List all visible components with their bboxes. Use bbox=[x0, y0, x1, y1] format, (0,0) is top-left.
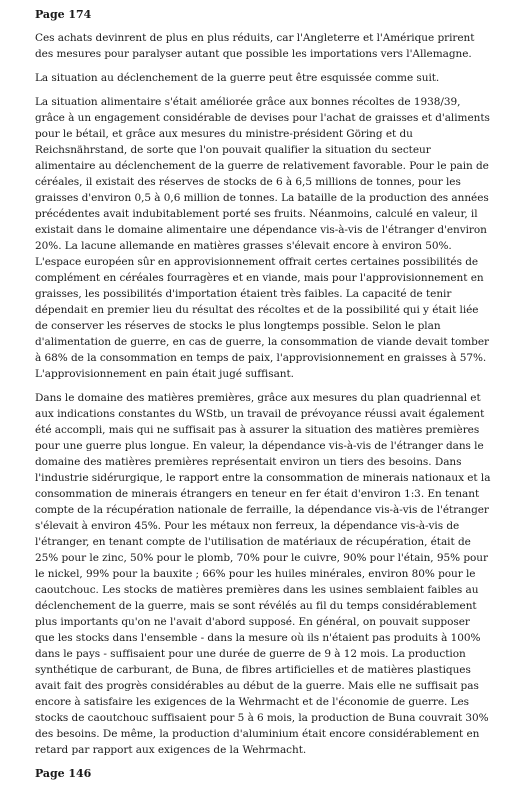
paragraph-raw-materials: Dans le domaine des matières premières, grâce aux mesures du plan quadriennal et aux indications constantes du WStb, un travail de prévoyance réussi avait également été accompli, mais qui ne suffisait pas à assurer la situation des matières premières pour une guerre plus longue. En valeur, la dépendance vis-à-vis de l'étranger dans le domaine des matières premières représentait environ un tiers des besoins. Dans l'industrie sidérurgique, le rapport entre la consommation de minerais nationaux et la consommation de minerais étrangers en teneur en fer était d'environ 1:3. En tenant compte de la récupération nationale de ferraille, la dépendance vis-à-vis de l'étranger s'élevait à environ 45%. Pour les métaux non ferreux, la dépendance vis-à-vis de l'étranger, en tenant compte de l'utilisation de matériaux de récupération, était de 25% pour le zinc, 50% pour le plomb, 70% pour le cuivre, 90% pour l'étain, 95% pour le nickel, 99% pour la bauxite ; 66% pour les huiles minérales, environ 80% pour le caoutchouc. Les stocks de matières premières dans les usines semblaient faibles au déclenchement de la guerre, mais se sont révélés au fil du temps considérablement plus importants qu'on ne l'avait d'abord supposé. En général, on pouvait supposer que les stocks dans l'ensemble - dans la mesure où ils n'étaient pas produits à 100% dans le pays - suffisaient pour une durée de guerre de 9 à 12 mois. La production synthétique de carburant, de Buna, de fibres artificielles et de matières plastiques avait fait des progrès considérables au début de la guerre. Mais elle ne suffisait pas encore à satisfaire les exigences de la Wehrmacht et de l'économie de guerre. Les stocks de caoutchouc suffisaient pour 5 à 6 mois, la production de Buna couvrait 30% des besoins. De même, la production d'aluminium était encore considérablement en retard par rapport aux exigences de la Wehrmacht. bbox=[35, 392, 491, 756]
paragraph-imports: Ces achats devinrent de plus en plus réduits, car l'Angleterre et l'Amérique prirent des mesures pour paralyser autant que possible les importations vers l'Allemagne. bbox=[35, 32, 475, 60]
page-number-top: Page 174 bbox=[35, 8, 92, 21]
paragraph-situation-intro: La situation au déclenchement de la guerre peut être esquissée comme suit. bbox=[35, 72, 440, 84]
page-number-bottom: Page 146 bbox=[35, 767, 92, 780]
paragraph-food-situation: La situation alimentaire s'était améliorée grâce aux bonnes récoltes de 1938/39, grâce à un engagement considérable de devises pour l'achat de graisses et d'aliments pour le bétail, et grâce aux mesures du ministre-président Göring et du Reichsnährstand, de sorte que l'on pouvait qualifier la situation du secteur alimentaire au déclenchement de la guerre de relativement favorable. Pour le pain de céréales, il existait des réserves de stocks de 6 à 6,5 millions de tonnes, pour les graisses d'environ 0,5 à 0,6 million de tonnes. La bataille de la production des années précédentes avait indubitablement porté ses fruits. Néanmoins, calculé en valeur, il existait dans le domaine alimentaire une dépendance vis-à-vis de l'étranger d'environ 20%. La lacune allemande en matières grasses s'élevait encore à environ 50%. L'espace européen sûr en approvisionnement offrait certes certaines possibilités de complément en céréales fourragères et en viande, mais pour l'approvisionnement en graisses, les possibilités d'importation étaient très faibles. La capacité de tenir dépendait en premier lieu du résultat des récoltes et de la possibilité qui y était liée de conserver les réserves de stocks le plus longtemps possible. Selon le plan d'alimentation de guerre, en cas de guerre, la consommation de viande devait tomber à 68% de la consommation en temps de paix, l'approvisionnement en graisses à 57%. L'approvisionnement en pain était jugé suffisant. bbox=[35, 96, 490, 380]
document-page bbox=[35, 7, 491, 789]
